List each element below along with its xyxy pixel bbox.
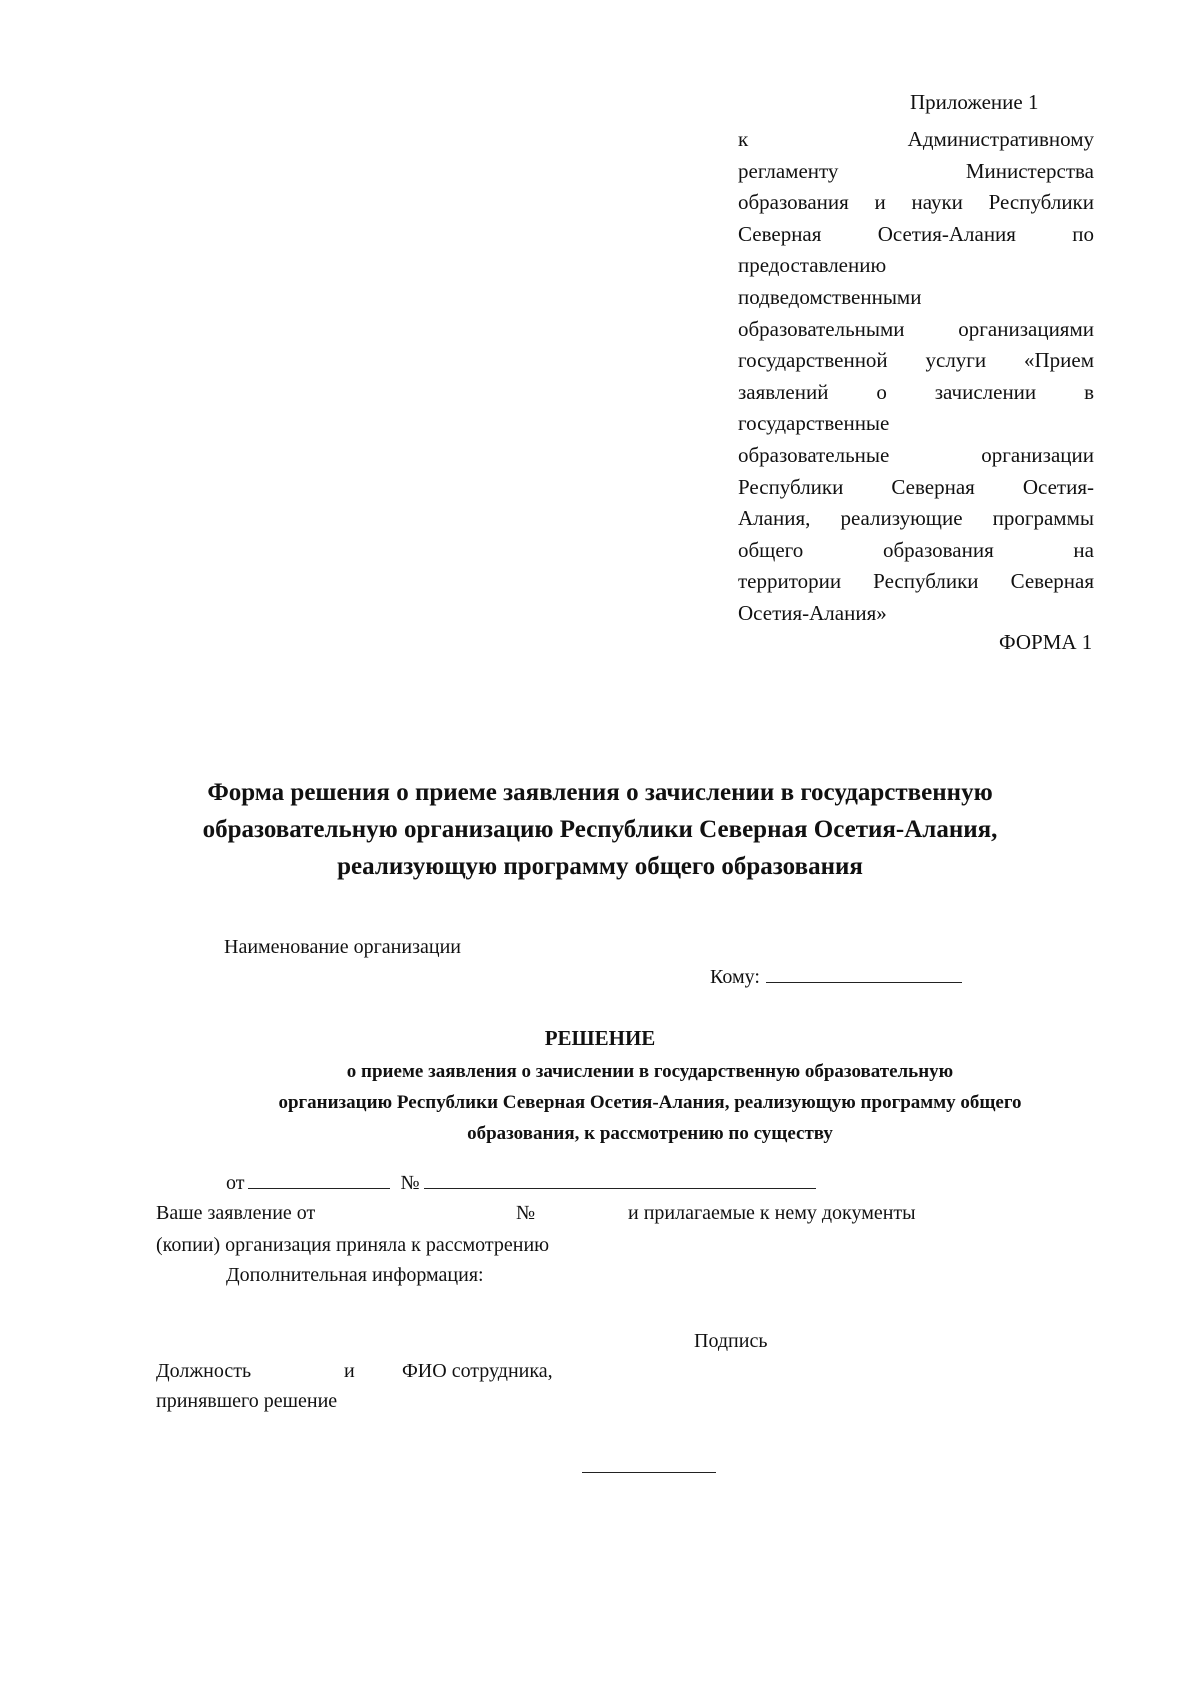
appendix-line: к Административному: [738, 127, 1094, 151]
signature-label: Подпись: [694, 1330, 768, 1352]
appendix-line: Республики Северная Осетия-: [738, 474, 1094, 499]
date-number-line: [226, 1172, 816, 1195]
main-title-line: образовательную организацию Республики Северная Осетия-Алания,: [202, 816, 998, 843]
application-number-label: №: [516, 1202, 536, 1224]
appendix-line: Осетия-Алания»: [738, 600, 887, 625]
additional-info-label: Дополнительная информация:: [226, 1264, 484, 1286]
recipient-label: Кому:: [710, 966, 760, 988]
number-label: №: [400, 1172, 420, 1194]
application-documents-text: и прилагаемые к нему документы: [628, 1202, 916, 1224]
application-line: [156, 1202, 976, 1230]
decision-heading: РЕШЕНИЕ: [544, 1026, 656, 1050]
main-title-line: Форма решения о приеме заявления о зачислении в государственную: [207, 779, 993, 806]
date-blank: [248, 1172, 390, 1189]
organization-name-label: Наименование организации: [224, 936, 461, 958]
appendix-line: общего образования на: [738, 537, 1094, 562]
appendix-line: территории Республики Северная: [738, 569, 1094, 594]
appendix-line: государственной услуги «Прием: [738, 348, 1094, 373]
appendix-line: образовательные организации: [738, 442, 1094, 467]
appendix-title: Приложение 1: [910, 90, 1039, 114]
application-date-label: Ваше заявление от: [156, 1202, 316, 1224]
appendix-line: предоставлению: [738, 253, 887, 278]
position-conjunction: и: [344, 1360, 355, 1382]
appendix-line: государственные: [738, 411, 890, 436]
application-accepted-text: (копии) организация приняла к рассмотрению: [156, 1234, 550, 1256]
appendix-body: [738, 124, 1094, 630]
main-title: [150, 774, 1050, 885]
date-label: от: [226, 1172, 245, 1194]
decision-subtitle: [200, 1056, 1100, 1149]
appendix-line: образовательными организациями: [738, 316, 1094, 341]
recipient-blank: [766, 966, 962, 983]
decision-subtitle-line: о приеме заявления о зачислении в государственную образовательную: [346, 1061, 954, 1082]
recipient-line: [710, 966, 962, 989]
appendix-line: Северная Осетия-Алания по: [738, 221, 1094, 246]
employee-name-label: ФИО сотрудника,: [402, 1360, 553, 1382]
appendix-line: регламенту Министерства: [738, 158, 1094, 183]
main-title-line: реализующую программу общего образования: [337, 853, 863, 880]
number-blank: [424, 1172, 816, 1189]
appendix-line: Алания, реализующие программы: [738, 506, 1094, 531]
appendix-line: подведомственными: [738, 284, 922, 309]
appendix-line: образования и науки Республики: [738, 190, 1094, 215]
closing-divider: [582, 1472, 716, 1473]
appendix-line: заявлений о зачислении в: [738, 379, 1094, 404]
position-label: Должность: [156, 1360, 252, 1382]
decision-subtitle-line: образования, к рассмотрению по существу: [467, 1123, 833, 1144]
decision-subtitle-line: организацию Республики Северная Осетия-Алания, реализующую программу общего: [278, 1092, 1022, 1113]
decision-maker-label: принявшего решение: [156, 1390, 338, 1412]
employee-position-block: [156, 1360, 576, 1420]
form-number: ФОРМА 1: [999, 630, 1093, 654]
